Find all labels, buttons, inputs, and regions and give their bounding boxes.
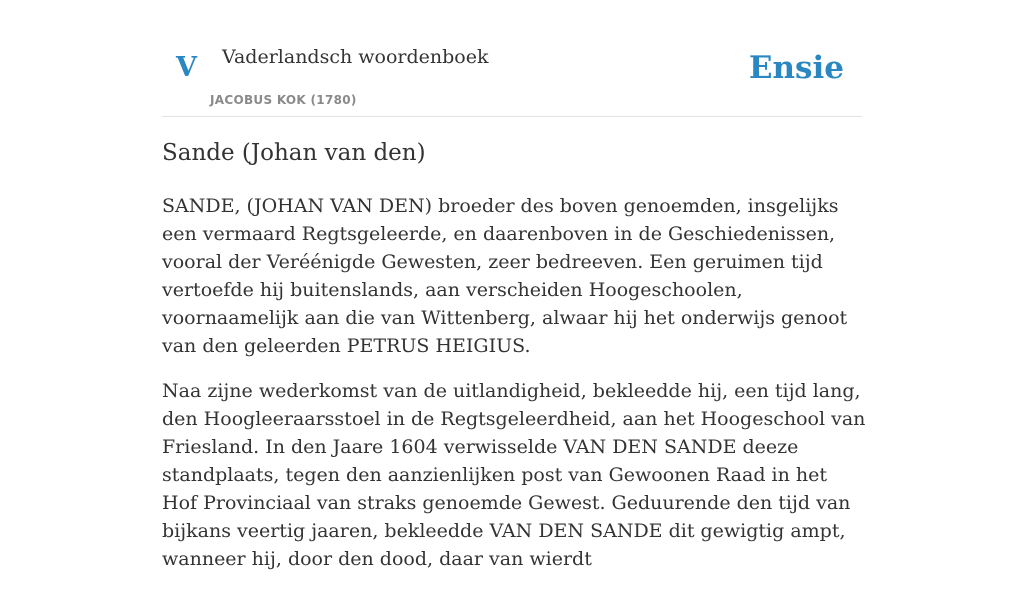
entry-paragraph: SANDE, (JOHAN VAN DEN) broeder des boven genoemden, insgelijks een vermaard Regtsgeleerde, en daarenboven in de Geschiedenissen, vooral der Veréénigde Gewesten, zeer bedreeven. Een geruimen tijd vertoefde hij buitenslands, aan verscheiden Hoogeschoolen, voornaamelijk aan die van Wittenberg, alwaar hij het onderwijs genoot van den geleerden PETRUS HEIGIUS.	[162, 195, 848, 357]
entry-paragraph: Naa zijne wederkomst van de uitlandigheid, bekleedde hij, een tijd lang, den Hoogleeraarsstoel in de Regtsgeleerdheid, aan het Hoogeschool van Friesland. In den Jaare 1604 verwisselde VAN DEN SANDE deeze standplaats, tegen den aanzienlijken post van Gewoonen Raad in het Hof Provinciaal van straks genoemde Gewest. Geduurende den tijd van bijkans veertig jaaren, bekleedde VAN DEN SANDE dit gewigtig ampt, wanneer hij, door den dood, daar van wierdt	[162, 380, 866, 570]
book-title[interactable]: Vaderlandsch woordenboek	[222, 46, 489, 68]
book-author: JACOBUS KOK (1780)	[210, 93, 357, 107]
book-letter-icon[interactable]: V	[176, 52, 197, 83]
entry-content	[162, 192, 867, 590]
entry-title: Sande (Johan van den)	[162, 140, 426, 166]
book-header	[162, 0, 862, 117]
ensie-logo[interactable]: Ensie	[748, 50, 844, 86]
